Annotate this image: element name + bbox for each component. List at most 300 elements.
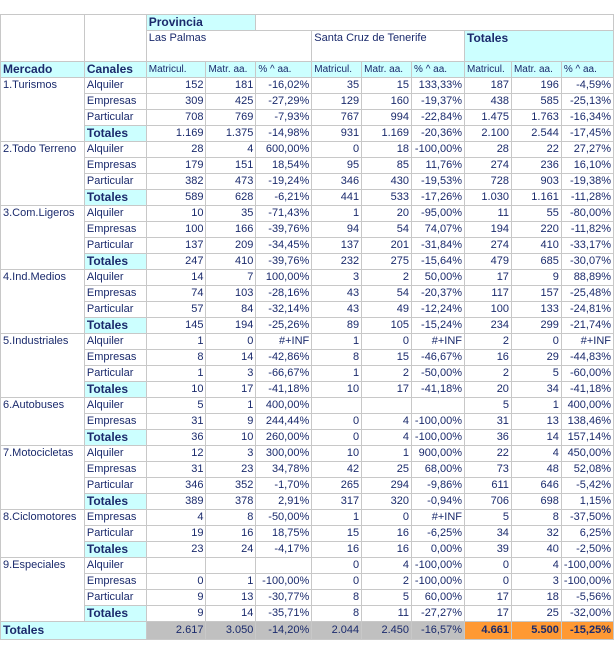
value-cell[interactable]: 0: [511, 334, 561, 350]
value-cell[interactable]: 589: [146, 190, 206, 206]
value-cell[interactable]: 1: [312, 206, 362, 222]
value-cell[interactable]: 769: [206, 110, 256, 126]
value-cell[interactable]: 320: [362, 494, 412, 510]
value-cell[interactable]: 42: [312, 462, 362, 478]
value-cell[interactable]: 28: [146, 142, 206, 158]
value-cell[interactable]: 3: [206, 366, 256, 382]
value-cell[interactable]: -1,70%: [256, 478, 312, 494]
value-cell[interactable]: -11,28%: [561, 190, 613, 206]
value-cell[interactable]: 34,78%: [256, 462, 312, 478]
value-cell[interactable]: 299: [511, 318, 561, 334]
value-cell[interactable]: 438: [465, 94, 512, 110]
value-cell[interactable]: 410: [511, 238, 561, 254]
value-cell[interactable]: -27,27%: [412, 606, 465, 622]
value-cell[interactable]: 275: [362, 254, 412, 270]
value-cell[interactable]: 5: [465, 510, 512, 526]
value-cell[interactable]: -39,76%: [256, 254, 312, 270]
value-cell[interactable]: 145: [146, 318, 206, 334]
value-cell[interactable]: 728: [465, 174, 512, 190]
value-cell[interactable]: -24,81%: [561, 302, 613, 318]
value-cell[interactable]: #+INF: [256, 334, 312, 350]
value-cell[interactable]: 473: [206, 174, 256, 190]
grand-total-cell[interactable]: -14,20%: [256, 622, 312, 640]
value-cell[interactable]: -17,26%: [412, 190, 465, 206]
value-cell[interactable]: 2.100: [465, 126, 512, 142]
value-cell[interactable]: 0: [362, 510, 412, 526]
grand-total-cell[interactable]: 4.661: [465, 622, 512, 640]
grand-total-cell[interactable]: 2.450: [362, 622, 412, 640]
value-cell[interactable]: 14: [206, 606, 256, 622]
value-cell[interactable]: 232: [312, 254, 362, 270]
value-cell[interactable]: -41,18%: [561, 382, 613, 398]
value-cell[interactable]: 194: [206, 318, 256, 334]
value-cell[interactable]: 31: [146, 462, 206, 478]
value-cell[interactable]: 84: [206, 302, 256, 318]
value-cell[interactable]: -4,59%: [561, 78, 613, 94]
value-cell[interactable]: -37,50%: [561, 510, 613, 526]
value-cell[interactable]: 1.375: [206, 126, 256, 142]
value-cell[interactable]: 152: [146, 78, 206, 94]
value-cell[interactable]: 17: [362, 382, 412, 398]
value-cell[interactable]: 2: [362, 574, 412, 590]
value-cell[interactable]: -0,94%: [412, 494, 465, 510]
value-cell[interactable]: -100,00%: [561, 558, 613, 574]
value-cell[interactable]: 50,00%: [412, 270, 465, 286]
value-cell[interactable]: 0: [465, 574, 512, 590]
value-cell[interactable]: 32: [511, 526, 561, 542]
value-cell[interactable]: 14: [146, 270, 206, 286]
value-cell[interactable]: 88,89%: [561, 270, 613, 286]
value-cell[interactable]: 11,76%: [412, 158, 465, 174]
value-cell[interactable]: 15: [362, 78, 412, 94]
value-cell[interactable]: 274: [465, 158, 512, 174]
value-cell[interactable]: 1: [362, 446, 412, 462]
value-cell[interactable]: 767: [312, 110, 362, 126]
value-cell[interactable]: 10: [206, 430, 256, 446]
value-cell[interactable]: 194: [465, 222, 512, 238]
value-cell[interactable]: -21,74%: [561, 318, 613, 334]
value-cell[interactable]: -42,86%: [256, 350, 312, 366]
value-cell[interactable]: 0: [465, 558, 512, 574]
value-cell[interactable]: 105: [362, 318, 412, 334]
value-cell[interactable]: 3: [312, 270, 362, 286]
value-cell[interactable]: -32,00%: [561, 606, 613, 622]
value-cell[interactable]: 628: [206, 190, 256, 206]
value-cell[interactable]: 4: [362, 558, 412, 574]
value-cell[interactable]: 13: [206, 590, 256, 606]
value-cell[interactable]: -34,45%: [256, 238, 312, 254]
value-cell[interactable]: 234: [465, 318, 512, 334]
value-cell[interactable]: 43: [312, 302, 362, 318]
value-cell[interactable]: -7,93%: [256, 110, 312, 126]
value-cell[interactable]: 9: [511, 270, 561, 286]
value-cell[interactable]: 4: [511, 558, 561, 574]
value-cell[interactable]: 16: [312, 542, 362, 558]
value-cell[interactable]: 14: [206, 350, 256, 366]
value-cell[interactable]: 274: [465, 238, 512, 254]
value-cell[interactable]: 4: [511, 446, 561, 462]
value-cell[interactable]: 708: [146, 110, 206, 126]
value-cell[interactable]: -9,86%: [412, 478, 465, 494]
value-cell[interactable]: [312, 398, 362, 414]
value-cell[interactable]: 35: [206, 206, 256, 222]
value-cell[interactable]: 389: [146, 494, 206, 510]
value-cell[interactable]: 43: [312, 286, 362, 302]
value-cell[interactable]: 300,00%: [256, 446, 312, 462]
value-cell[interactable]: 52,08%: [561, 462, 613, 478]
value-cell[interactable]: 9: [146, 590, 206, 606]
value-cell[interactable]: 236: [511, 158, 561, 174]
value-cell[interactable]: 209: [206, 238, 256, 254]
value-cell[interactable]: 317: [312, 494, 362, 510]
value-cell[interactable]: #+INF: [412, 334, 465, 350]
value-cell[interactable]: -32,14%: [256, 302, 312, 318]
value-cell[interactable]: -39,76%: [256, 222, 312, 238]
grand-total-cell[interactable]: -15,25%: [561, 622, 613, 640]
value-cell[interactable]: 85: [362, 158, 412, 174]
value-cell[interactable]: -16,02%: [256, 78, 312, 94]
value-cell[interactable]: 68,00%: [412, 462, 465, 478]
value-cell[interactable]: 346: [312, 174, 362, 190]
value-cell[interactable]: 36: [146, 430, 206, 446]
value-cell[interactable]: 4: [146, 510, 206, 526]
value-cell[interactable]: 18,75%: [256, 526, 312, 542]
value-cell[interactable]: -44,83%: [561, 350, 613, 366]
value-cell[interactable]: 181: [206, 78, 256, 94]
value-cell[interactable]: 0: [206, 334, 256, 350]
value-cell[interactable]: 157: [511, 286, 561, 302]
value-cell[interactable]: 1.030: [465, 190, 512, 206]
value-cell[interactable]: -50,00%: [256, 510, 312, 526]
value-cell[interactable]: 8: [146, 350, 206, 366]
value-cell[interactable]: 294: [362, 478, 412, 494]
value-cell[interactable]: 5: [465, 398, 512, 414]
value-cell[interactable]: 16: [206, 526, 256, 542]
value-cell[interactable]: -25,26%: [256, 318, 312, 334]
value-cell[interactable]: 94: [312, 222, 362, 238]
value-cell[interactable]: 0: [312, 574, 362, 590]
value-cell[interactable]: 2: [465, 334, 512, 350]
value-cell[interactable]: #+INF: [412, 510, 465, 526]
value-cell[interactable]: 600,00%: [256, 142, 312, 158]
value-cell[interactable]: 2: [362, 366, 412, 382]
value-cell[interactable]: 244,44%: [256, 414, 312, 430]
value-cell[interactable]: 36: [465, 430, 512, 446]
value-cell[interactable]: 27,27%: [561, 142, 613, 158]
value-cell[interactable]: 0: [312, 558, 362, 574]
value-cell[interactable]: 18,54%: [256, 158, 312, 174]
value-cell[interactable]: 60,00%: [412, 590, 465, 606]
grand-total-cell[interactable]: -16,57%: [412, 622, 465, 640]
value-cell[interactable]: 382: [146, 174, 206, 190]
value-cell[interactable]: 39: [465, 542, 512, 558]
value-cell[interactable]: 6,25%: [561, 526, 613, 542]
value-cell[interactable]: 1: [206, 574, 256, 590]
value-cell[interactable]: 994: [362, 110, 412, 126]
value-cell[interactable]: -17,45%: [561, 126, 613, 142]
value-cell[interactable]: [362, 398, 412, 414]
value-cell[interactable]: 187: [465, 78, 512, 94]
value-cell[interactable]: -2,50%: [561, 542, 613, 558]
value-cell[interactable]: 34: [511, 382, 561, 398]
value-cell[interactable]: 8: [511, 510, 561, 526]
value-cell[interactable]: 1.475: [465, 110, 512, 126]
value-cell[interactable]: 1.763: [511, 110, 561, 126]
value-cell[interactable]: 31: [146, 414, 206, 430]
value-cell[interactable]: -15,64%: [412, 254, 465, 270]
value-cell[interactable]: -11,82%: [561, 222, 613, 238]
value-cell[interactable]: 11: [362, 606, 412, 622]
value-cell[interactable]: 15: [312, 526, 362, 542]
value-cell[interactable]: 20: [362, 206, 412, 222]
value-cell[interactable]: 931: [312, 126, 362, 142]
value-cell[interactable]: 157,14%: [561, 430, 613, 446]
value-cell[interactable]: 100,00%: [256, 270, 312, 286]
value-cell[interactable]: 8: [206, 510, 256, 526]
value-cell[interactable]: -33,17%: [561, 238, 613, 254]
value-cell[interactable]: 133,33%: [412, 78, 465, 94]
value-cell[interactable]: 1.161: [511, 190, 561, 206]
value-cell[interactable]: 48: [511, 462, 561, 478]
value-cell[interactable]: 4: [206, 142, 256, 158]
value-cell[interactable]: 14: [511, 430, 561, 446]
value-cell[interactable]: 585: [511, 94, 561, 110]
value-cell[interactable]: 11: [465, 206, 512, 222]
value-cell[interactable]: 646: [511, 478, 561, 494]
value-cell[interactable]: 3: [206, 446, 256, 462]
value-cell[interactable]: 1: [511, 398, 561, 414]
value-cell[interactable]: 17: [465, 606, 512, 622]
grand-total-cell[interactable]: 2.044: [312, 622, 362, 640]
value-cell[interactable]: #+INF: [561, 334, 613, 350]
value-cell[interactable]: -30,07%: [561, 254, 613, 270]
value-cell[interactable]: 706: [465, 494, 512, 510]
value-cell[interactable]: 16: [465, 350, 512, 366]
value-cell[interactable]: 73: [465, 462, 512, 478]
value-cell[interactable]: 2: [362, 270, 412, 286]
value-cell[interactable]: 129: [312, 94, 362, 110]
value-cell[interactable]: 10: [146, 206, 206, 222]
value-cell[interactable]: 201: [362, 238, 412, 254]
value-cell[interactable]: 533: [362, 190, 412, 206]
value-cell[interactable]: 31: [465, 414, 512, 430]
value-cell[interactable]: 247: [146, 254, 206, 270]
value-cell[interactable]: -46,67%: [412, 350, 465, 366]
value-cell[interactable]: 346: [146, 478, 206, 494]
value-cell[interactable]: 0: [312, 142, 362, 158]
value-cell[interactable]: 12: [146, 446, 206, 462]
value-cell[interactable]: 1: [312, 510, 362, 526]
value-cell[interactable]: 13: [511, 414, 561, 430]
value-cell[interactable]: 28: [465, 142, 512, 158]
value-cell[interactable]: 18: [362, 142, 412, 158]
value-cell[interactable]: 54: [362, 286, 412, 302]
value-cell[interactable]: -19,24%: [256, 174, 312, 190]
value-cell[interactable]: 900,00%: [412, 446, 465, 462]
value-cell[interactable]: 10: [312, 382, 362, 398]
value-cell[interactable]: 1: [312, 366, 362, 382]
grand-total-cell[interactable]: 2.617: [146, 622, 206, 640]
value-cell[interactable]: 410: [206, 254, 256, 270]
value-cell[interactable]: 35: [312, 78, 362, 94]
value-cell[interactable]: -19,53%: [412, 174, 465, 190]
grand-total-cell[interactable]: 5.500: [511, 622, 561, 640]
value-cell[interactable]: 309: [146, 94, 206, 110]
value-cell[interactable]: 160: [362, 94, 412, 110]
value-cell[interactable]: -100,00%: [412, 414, 465, 430]
value-cell[interactable]: 74,07%: [412, 222, 465, 238]
value-cell[interactable]: 1.169: [146, 126, 206, 142]
value-cell[interactable]: 1: [146, 366, 206, 382]
value-cell[interactable]: -41,18%: [256, 382, 312, 398]
value-cell[interactable]: 260,00%: [256, 430, 312, 446]
value-cell[interactable]: 54: [362, 222, 412, 238]
value-cell[interactable]: -27,29%: [256, 94, 312, 110]
value-cell[interactable]: [206, 558, 256, 574]
value-cell[interactable]: 2,91%: [256, 494, 312, 510]
value-cell[interactable]: -5,56%: [561, 590, 613, 606]
value-cell[interactable]: -22,84%: [412, 110, 465, 126]
value-cell[interactable]: -16,34%: [561, 110, 613, 126]
value-cell[interactable]: 137: [146, 238, 206, 254]
value-cell[interactable]: -100,00%: [412, 574, 465, 590]
value-cell[interactable]: 1,15%: [561, 494, 613, 510]
value-cell[interactable]: 8: [312, 606, 362, 622]
value-cell[interactable]: 19: [146, 526, 206, 542]
value-cell[interactable]: 22: [465, 446, 512, 462]
value-cell[interactable]: -28,16%: [256, 286, 312, 302]
value-cell[interactable]: 441: [312, 190, 362, 206]
value-cell[interactable]: -6,21%: [256, 190, 312, 206]
value-cell[interactable]: 5: [511, 366, 561, 382]
value-cell[interactable]: -14,98%: [256, 126, 312, 142]
value-cell[interactable]: 4: [362, 430, 412, 446]
value-cell[interactable]: 220: [511, 222, 561, 238]
value-cell[interactable]: 57: [146, 302, 206, 318]
value-cell[interactable]: 265: [312, 478, 362, 494]
value-cell[interactable]: [412, 398, 465, 414]
value-cell[interactable]: 133: [511, 302, 561, 318]
value-cell[interactable]: 7: [206, 270, 256, 286]
value-cell[interactable]: -4,17%: [256, 542, 312, 558]
value-cell[interactable]: 22: [511, 142, 561, 158]
value-cell[interactable]: 100: [465, 302, 512, 318]
value-cell[interactable]: 0: [362, 334, 412, 350]
value-cell[interactable]: 450,00%: [561, 446, 613, 462]
value-cell[interactable]: 10: [312, 446, 362, 462]
value-cell[interactable]: 8: [312, 350, 362, 366]
value-cell[interactable]: 1: [206, 398, 256, 414]
value-cell[interactable]: 430: [362, 174, 412, 190]
value-cell[interactable]: 166: [206, 222, 256, 238]
value-cell[interactable]: 16,10%: [561, 158, 613, 174]
value-cell[interactable]: 16: [362, 542, 412, 558]
value-cell[interactable]: 17: [206, 382, 256, 398]
value-cell[interactable]: -100,00%: [561, 574, 613, 590]
value-cell[interactable]: -5,42%: [561, 478, 613, 494]
value-cell[interactable]: -100,00%: [412, 142, 465, 158]
value-cell[interactable]: -15,24%: [412, 318, 465, 334]
value-cell[interactable]: 685: [511, 254, 561, 270]
value-cell[interactable]: -100,00%: [412, 430, 465, 446]
value-cell[interactable]: 698: [511, 494, 561, 510]
value-cell[interactable]: 55: [511, 206, 561, 222]
value-cell[interactable]: 18: [511, 590, 561, 606]
value-cell[interactable]: 378: [206, 494, 256, 510]
value-cell[interactable]: 400,00%: [256, 398, 312, 414]
value-cell[interactable]: -80,00%: [561, 206, 613, 222]
value-cell[interactable]: -6,25%: [412, 526, 465, 542]
value-cell[interactable]: 2.544: [511, 126, 561, 142]
value-cell[interactable]: 352: [206, 478, 256, 494]
value-cell[interactable]: 1: [146, 334, 206, 350]
value-cell[interactable]: -31,84%: [412, 238, 465, 254]
value-cell[interactable]: 151: [206, 158, 256, 174]
value-cell[interactable]: -100,00%: [256, 574, 312, 590]
value-cell[interactable]: 5: [362, 590, 412, 606]
value-cell[interactable]: -71,43%: [256, 206, 312, 222]
value-cell[interactable]: 24: [206, 542, 256, 558]
value-cell[interactable]: 138,46%: [561, 414, 613, 430]
value-cell[interactable]: -25,48%: [561, 286, 613, 302]
value-cell[interactable]: 903: [511, 174, 561, 190]
value-cell[interactable]: 425: [206, 94, 256, 110]
value-cell[interactable]: 89: [312, 318, 362, 334]
value-cell[interactable]: 9: [206, 414, 256, 430]
value-cell[interactable]: 17: [465, 590, 512, 606]
value-cell[interactable]: 49: [362, 302, 412, 318]
value-cell[interactable]: 3: [511, 574, 561, 590]
value-cell[interactable]: 0,00%: [412, 542, 465, 558]
value-cell[interactable]: -95,00%: [412, 206, 465, 222]
value-cell[interactable]: -30,77%: [256, 590, 312, 606]
value-cell[interactable]: -19,38%: [561, 174, 613, 190]
value-cell[interactable]: 23: [146, 542, 206, 558]
value-cell[interactable]: 103: [206, 286, 256, 302]
value-cell[interactable]: 117: [465, 286, 512, 302]
value-cell[interactable]: [256, 558, 312, 574]
value-cell[interactable]: -41,18%: [412, 382, 465, 398]
value-cell[interactable]: 179: [146, 158, 206, 174]
value-cell[interactable]: 17: [465, 270, 512, 286]
value-cell[interactable]: 1.169: [362, 126, 412, 142]
value-cell[interactable]: -25,13%: [561, 94, 613, 110]
value-cell[interactable]: 9: [146, 606, 206, 622]
value-cell[interactable]: 10: [146, 382, 206, 398]
value-cell[interactable]: 611: [465, 478, 512, 494]
value-cell[interactable]: 16: [362, 526, 412, 542]
value-cell[interactable]: -19,37%: [412, 94, 465, 110]
value-cell[interactable]: -60,00%: [561, 366, 613, 382]
value-cell[interactable]: -20,37%: [412, 286, 465, 302]
value-cell[interactable]: -35,71%: [256, 606, 312, 622]
value-cell[interactable]: 5: [146, 398, 206, 414]
value-cell[interactable]: -50,00%: [412, 366, 465, 382]
value-cell[interactable]: 0: [146, 574, 206, 590]
value-cell[interactable]: 0: [312, 430, 362, 446]
value-cell[interactable]: 8: [312, 590, 362, 606]
value-cell[interactable]: [146, 558, 206, 574]
value-cell[interactable]: 25: [362, 462, 412, 478]
value-cell[interactable]: -100,00%: [412, 558, 465, 574]
grand-total-cell[interactable]: 3.050: [206, 622, 256, 640]
value-cell[interactable]: 40: [511, 542, 561, 558]
value-cell[interactable]: 29: [511, 350, 561, 366]
value-cell[interactable]: -12,24%: [412, 302, 465, 318]
value-cell[interactable]: 34: [465, 526, 512, 542]
value-cell[interactable]: 196: [511, 78, 561, 94]
value-cell[interactable]: 1: [312, 334, 362, 350]
